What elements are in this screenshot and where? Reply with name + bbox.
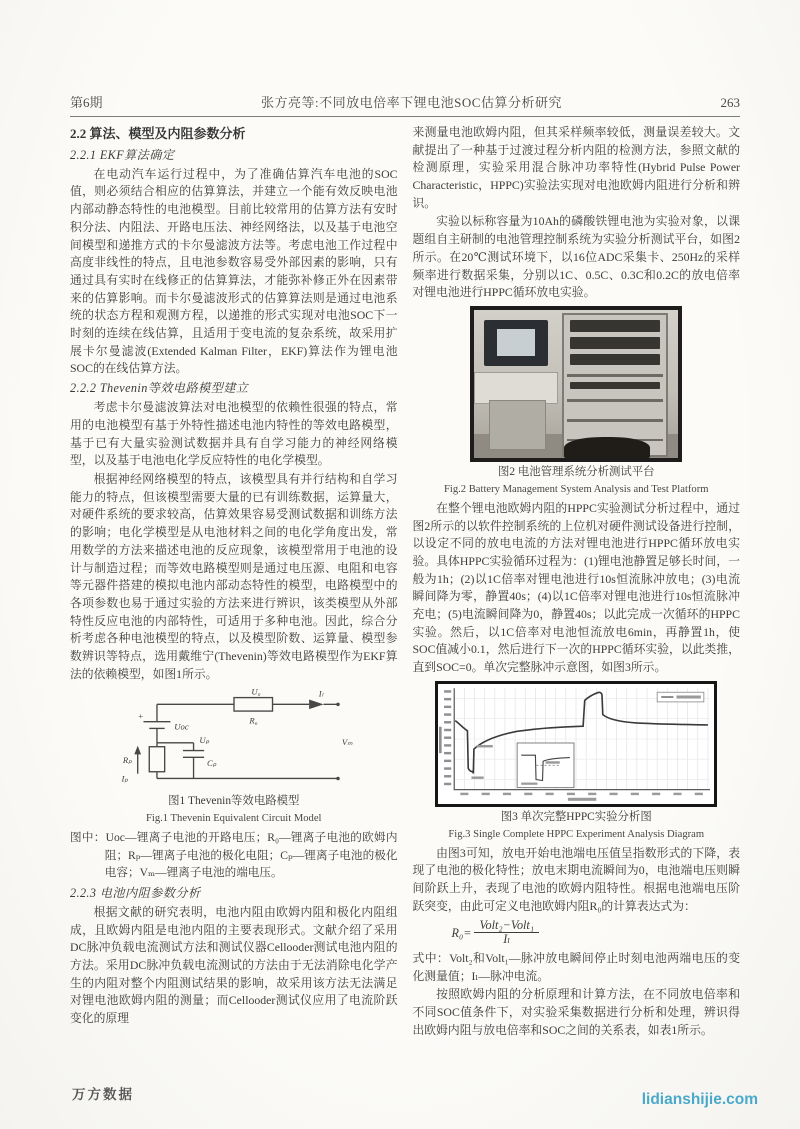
photo-rack-unit: [570, 320, 660, 331]
ip-arrow-icon: [134, 746, 141, 755]
figure3-caption-en: Fig.3 Single Complete HPPC Experiment Analysis Diagram: [448, 828, 705, 840]
paragraph-ekf: 在电动汽车运行过程中，为了准确估算汽车电池的SOC值，则必须结合相应的估算算法，并建立一个能有效反映电池内部动静态特性的电池模型。目前比较常用的估算方法有安时积分法、内阻法、开路电压法、神经网络法，以及基于电池空间模型和递推方式的卡尔曼滤波方法等。考虑电池工作过程中高度非线性的特点，且电池参数容易受外部因素的影响，只有通过具有实时在线修正的估算算法，才能弥补修正外在因素带来的估算影响。而卡尔曼滤波形式的估算算法则是通过电池系统的状态方程和观测方程，以递推的形式实现对电池SOC下一时刻的连续在线估算，且适用于变电流的复杂系统，故采用扩展卡尔曼滤波(Extended Kalman Filter，EKF)算法作为锂电池SOC的在线估算方法。: [70, 166, 398, 376]
section-2-2-1-heading: 2.2.1 EKF算法确定: [70, 147, 175, 162]
paragraph-experiment: 实验以标称容量为10Ah的磷酸铁锂电池为实验对象，以课题组自主研制的电池管理控制系统为实验分析测试平台，如图2所示。在20℃测试环境下，以16位ADC采集卡、250Hz的采样频率进行数据采集，分别以1C、0.5C、0.3C和0.2C的放电倍率对锂电池进行HPPC循环放电实验。: [412, 214, 740, 300]
paragraph-measure: 来测量电池欧姆内阻，但其采样频率较低，测量误差较大。文献提出了一种基于过渡过程分析内阻的检测方法，参照文献的检测原理，实验采用混合脉冲功率特性(Hybrid Pulse Power Characteristic，HPPC)实验法实现对电池欧姆内阻进行分析和辨识。: [412, 125, 740, 210]
paragraph-analysis: 由图3可知，放电开始电池端电压值呈指数形式的下降，表现了电池的极化特性；放电末期电流瞬间为0，电池端电压则瞬间阶跃上升，表现了电池的欧姆内阻特性。根据电池端电压阶跃突变，由此可定义电池欧姆内阻R₀的计算表达式为：: [412, 845, 740, 913]
paragraph-resistance: 根据文献的研究表明，电池内阻由欧姆内阻和极化内阻组成，且欧姆内阻是电池内阻的主要表现形式。文献介绍了采用DC脉冲负载电流测试方法和测试仪器Cellooder测试电池内阻的方法。采用DC脉冲负载电流测试的方法由于无法消除电化学产生的内阻对整个内阻测试结果的影响，故采用该方法无法满足对锂电池欧姆内阻的测量；而Cellooder测试仪应用了电流阶跃变化的原理: [70, 904, 398, 1025]
photo-desk: [474, 372, 558, 404]
photo-monitor-screen: [497, 329, 536, 356]
voltage-curve: [456, 692, 709, 773]
section-2-2-2-heading: 2.2.2 Thevenin等效电路模型建立: [70, 381, 249, 396]
figure3-caption-cn: 图3 单次完整HPPC实验分析图: [500, 810, 652, 823]
photo-rack-unit: [570, 382, 660, 389]
page-number: 263: [720, 95, 740, 110]
label-u0: U₀: [251, 687, 261, 698]
figure-1-thevenin-circuit: [70, 687, 398, 827]
label-up: Uₚ: [199, 735, 210, 746]
paragraph-conclusion: 按照欧姆内阻的分析原理和计算方法，在不同放电倍率和不同SOC值条件下，对实验采集数据进行分析和处理，辨识得出欧姆内阻与放电倍率和SOC之间的关系表，如表1所示。: [412, 987, 740, 1037]
label-plus: +: [137, 711, 144, 722]
formula-denominator: Iₗ: [503, 932, 511, 947]
label-r0: R₀: [249, 715, 258, 726]
label-il: Iₗ: [318, 688, 323, 699]
photo-cables: [564, 437, 650, 461]
inset-zoom-box: [517, 743, 574, 788]
page-header: [70, 92, 740, 117]
ohmic-resistance-formula: [452, 919, 740, 947]
right-column: [413, 124, 741, 1040]
section-2-2-3-heading: 2.2.3 电池内阻参数分析: [70, 885, 201, 900]
two-column-body: [70, 124, 740, 1040]
photo-rack-shelf: [567, 374, 663, 377]
figure-3-hppc-chart: [413, 681, 741, 843]
wanfang-watermark: 万方数据: [72, 1087, 134, 1102]
photo-rack-unit: [570, 337, 660, 348]
running-title: 张方亮等:不同放电倍率下锂电池SOC估算分析研究: [261, 95, 562, 110]
hppc-chart-frame: [435, 681, 717, 807]
figure-2-test-platform: [413, 306, 741, 498]
issue-label: 第6期: [70, 95, 103, 110]
section-2-2-heading: 2.2 算法、模型及内阻参数分析: [70, 126, 246, 141]
label-ip: Iₚ: [121, 773, 128, 784]
chart-legend: [657, 692, 704, 702]
label-vm: Vₘ: [341, 737, 353, 748]
photo-pc-tower: [489, 400, 546, 449]
photo-rack-shelf: [567, 419, 663, 422]
hppc-voltage-plot: [438, 684, 714, 804]
paragraph-model-intro: 考虑卡尔曼滤波算法对电池模型的依赖性很强的特点，常用的电池模型有基于外特性描述电池内特性的等效电路模型，基于已有大量实验测试数据并具有自学习能力的神经网络模型，以及基于电池电化学反应特性的电化学模型。: [70, 400, 398, 468]
paragraph-formula-note: 式中：Volt₂和Volt₁—脉冲放电瞬间停止时刻电池两端电压的变化测量值；Iₗ—脉冲电流。: [412, 950, 740, 983]
figure1-symbol-legend: 图中：Uoc—锂离子电池的开路电压；R₀—锂离子电池的欧姆内阻；Rₚ—锂离子电池的极化电阻；Cₚ—锂离子电池的极化电容；Vₘ—锂离子电池的端电压。: [70, 831, 398, 880]
label-rp: Rₚ: [122, 755, 132, 766]
photo-rack-unit: [570, 354, 660, 365]
paragraph-model-compare: 根据神经网络模型的特点，该模型具有并行结构和自学习能力的特点，但该模型需要大量的已有训练数据，运算量大，对硬件系统的要求较高，估算效果容易受测试数据和训练方法的影响；电化学模型是从电池材料之间的电化学角度出发，常用数学的方法来描述电池的反应现象，该模型常用于电池的设计与制造过程；而等效电路模型则是通过电压源、电阻和电容等元器件搭建的模拟电池内部动态特性的模型，电路模型中的各项参数也易于通过实验的方法来进行辨识，该类模型从外部特性反应电池的内部特性，可适用于多种电池。因此，综合分析考虑各种电池模型的特点，以及模型阶数、运算量、模型参数辨识等特点，选用戴维宁(Thevenin)等效电路模型作为EKF算法的依赖模型，如图1所示。: [70, 472, 398, 681]
left-column: [70, 124, 398, 1040]
test-platform-photo: [470, 306, 682, 462]
label-uoc: Uoc: [174, 721, 189, 732]
figure1-caption-cn: 图1 Thevenin等效电路模型: [168, 795, 300, 808]
thevenin-circuit-diagram: [89, 687, 379, 791]
figure1-caption-en: Fig.1 Thevenin Equivalent Circuit Model: [146, 813, 322, 825]
figure2-caption-en: Fig.2 Battery Management System Analysis and Test Platform: [444, 483, 709, 495]
formula-numerator: Volt₂−Volt₁: [474, 919, 539, 934]
formula-lhs: R₀=: [451, 925, 472, 940]
figure2-caption-cn: 图2 电池管理系统分析测试平台: [497, 465, 655, 478]
photo-equipment-rack: [562, 313, 668, 458]
current-arrow-icon: [309, 700, 323, 710]
label-cp: Cₚ: [206, 758, 217, 769]
photo-rack-shelf: [567, 399, 663, 402]
site-link[interactable]: lidianshijie.com: [641, 1091, 758, 1108]
paragraph-hppc-process: 在整个锂电池欧姆内阻的HPPC实验测试分析过程中，通过图2所示的以软件控制系统的上位机对硬件测试设备进行控制，以设定不同的放电电流的方法对锂电池进行HPPC循环放电实验。具体HPPC实验循环过程为：(1)锂电池静置足够长时间，一般为1h；(2)以1C倍率对锂电池进行10s恒流脉冲放电；(3)电流瞬间降为零，静置40s；(4)以1C倍率对锂电池进行10s恒流脉冲充电；(5)电流瞬间降为0，静置40s；以此完成一次循环的HPPC实验。然后，以1C倍率对电池恒流放电6min，再静置1h，使SOC值减小0.1，然后进行下一次的HPPC循环实验，以此类推，直到SOC=0。单次完整脉冲示意图，如图3所示。: [412, 500, 740, 675]
